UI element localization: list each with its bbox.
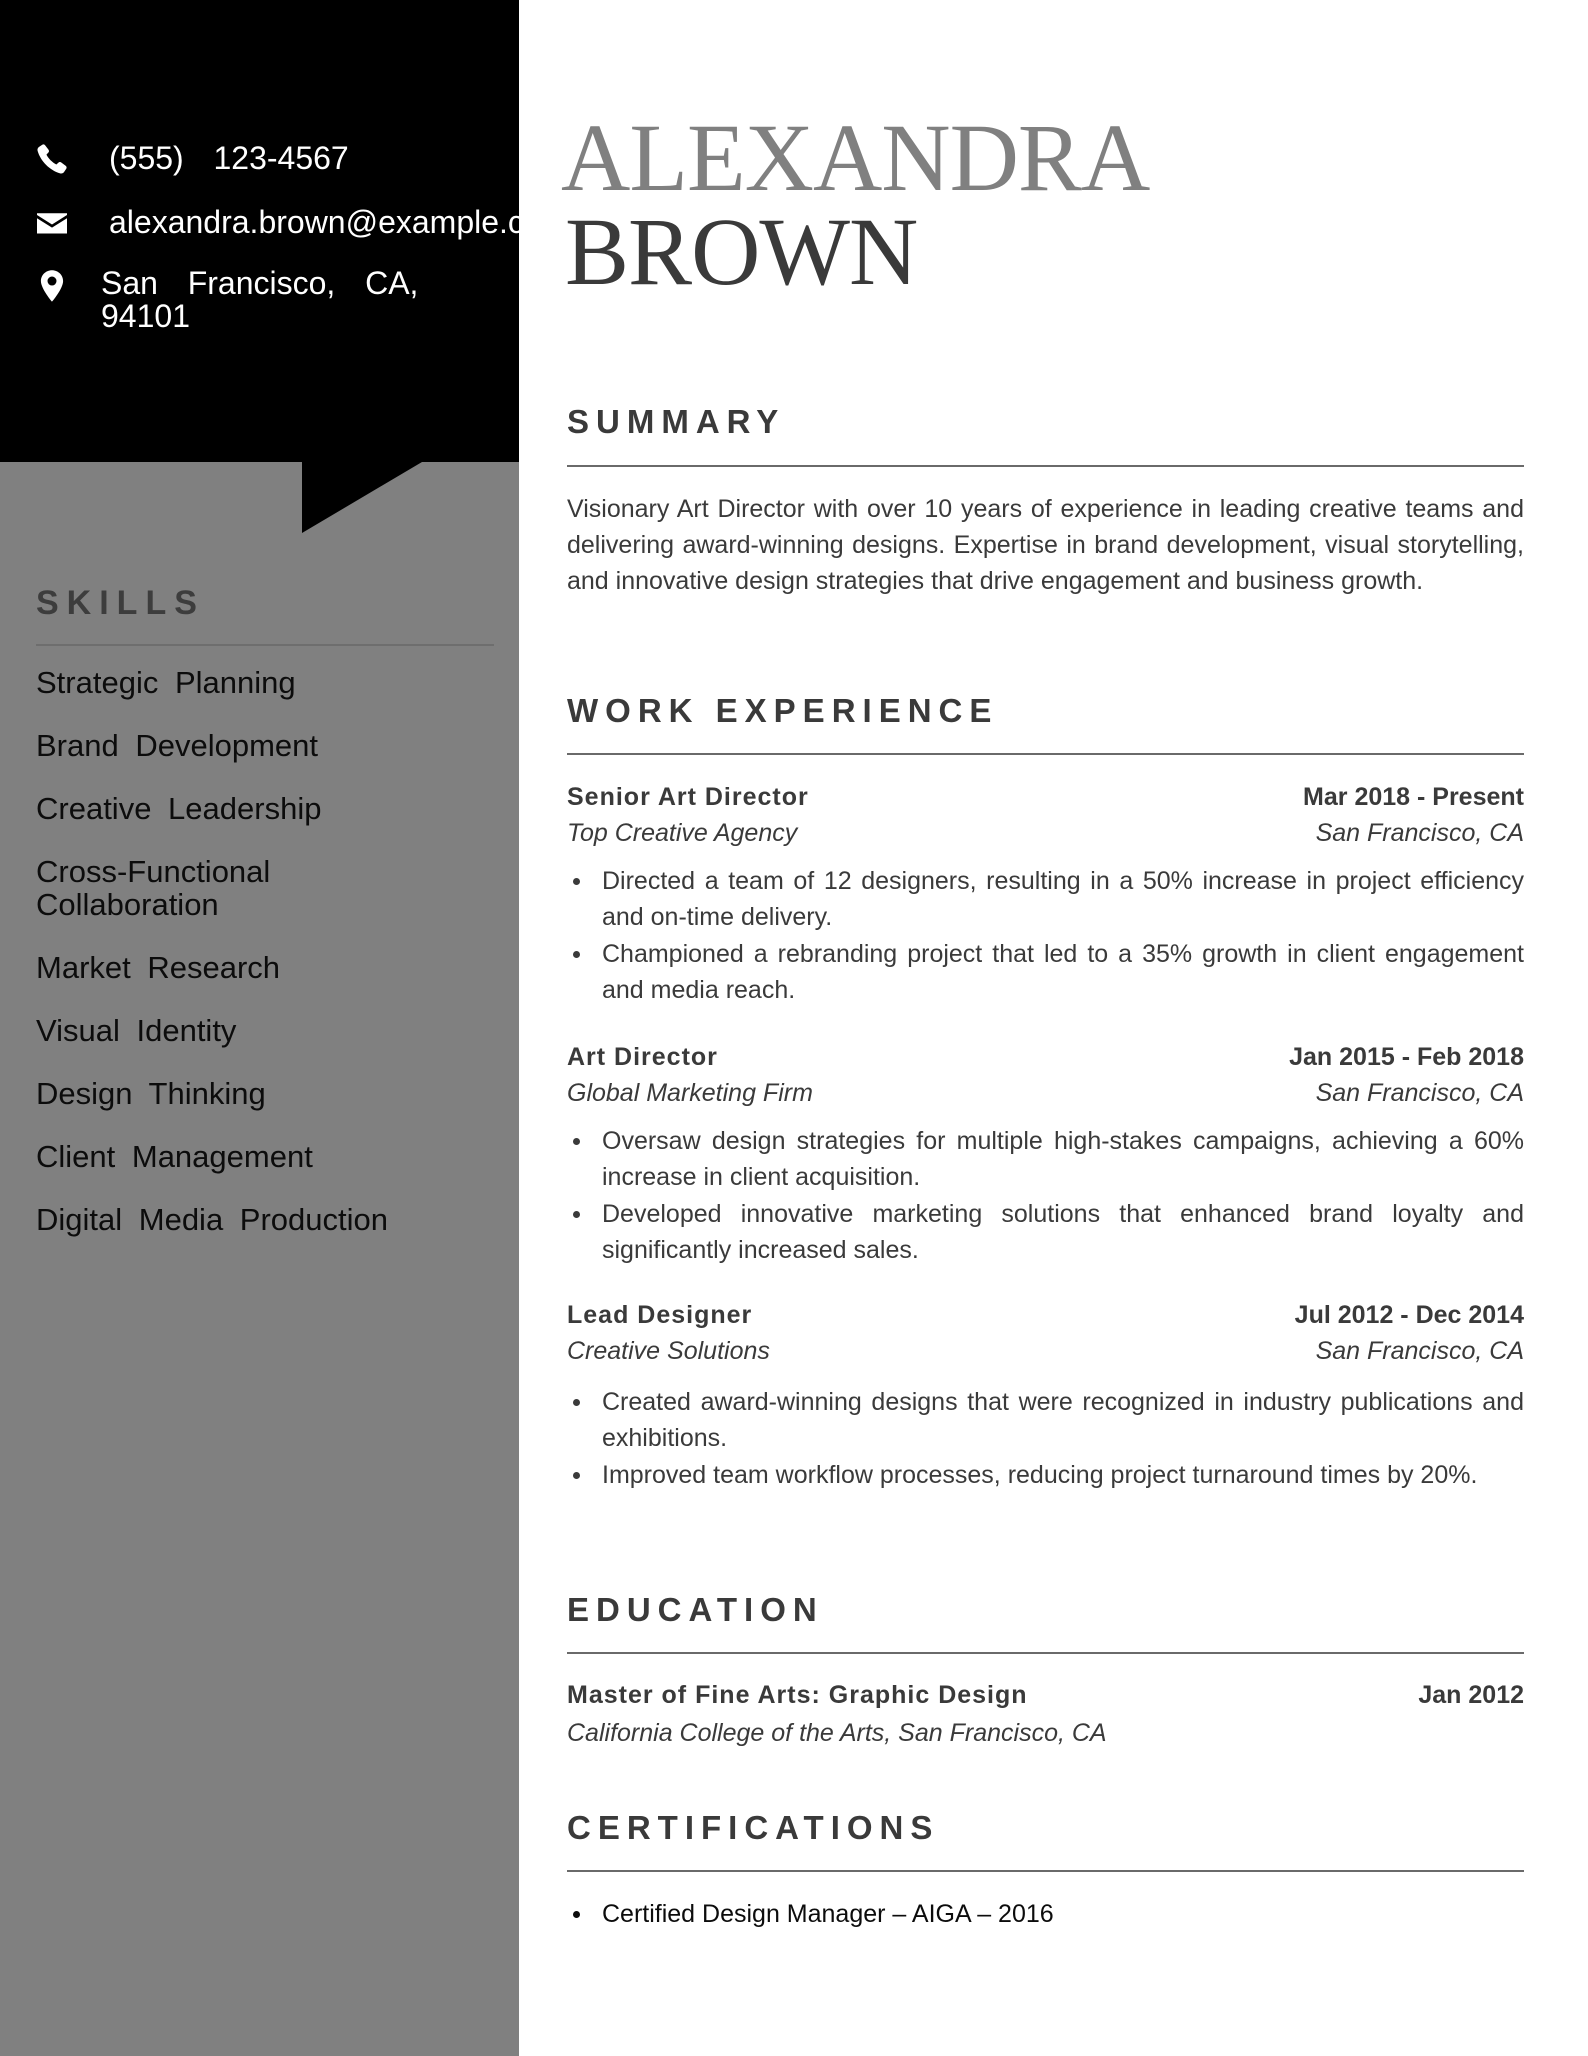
skill-item: Client Management [36,1139,313,1174]
job-bullets [567,863,1524,1009]
summary-divider [567,465,1524,467]
job-dates: Jan 2015 - Feb 2018 [1289,1043,1524,1071]
job-bullets [567,1384,1524,1494]
last-name: BROWN [565,198,918,305]
education-date: Jan 2012 [1418,1681,1524,1709]
certifications-list [567,1896,1524,1933]
certifications-divider [567,1870,1524,1872]
work-experience-divider [567,753,1524,755]
skill-item: Brand Development [36,728,318,763]
envelope-icon [34,205,70,241]
job-title: Lead Designer [567,1301,753,1329]
skills-divider [36,644,494,646]
certifications-heading: CERTIFICATIONS [567,1809,940,1846]
map-pin-icon [34,268,70,304]
job-bullet: Developed innovative marketing solutions that enhanced brand loyalty and significantly increased sales. [567,1196,1524,1268]
skill-item: Visual Identity [36,1013,237,1048]
skill-item: Strategic Planning [36,665,296,700]
skills-heading: SKILLS [36,584,205,622]
summary-text: Visionary Art Director with over 10 years of experience in leading creative teams and delivering award-winning designs. Expertise in brand development, visual storytelling, and innovative design strategies that drive engagement and business growth. [567,495,1524,595]
work-experience-heading: WORK EXPERIENCE [567,692,999,729]
skill-item: Digital Media Production [36,1202,389,1237]
skills-list [36,666,476,1266]
first-name: ALEXANDRA [561,104,1150,211]
job-bullet: Created award-winning designs that were recognized in industry publications and exhibitions. [567,1384,1524,1456]
email-address[interactable]: alexandra.brown@example.com [109,204,569,240]
job-company: Global Marketing Firm [567,1079,813,1107]
location-text: San Francisco, CA, 94101 [101,265,419,334]
job-location: San Francisco, CA [1315,1079,1524,1107]
skill-item: Market Research [36,950,281,985]
job-bullets [567,1123,1524,1269]
certification-item: Certified Design Manager – AIGA – 2016 [567,1896,1524,1932]
education-heading: EDUCATION [567,1591,824,1628]
sidebar [0,0,569,2056]
job-dates: Mar 2018 - Present [1303,783,1524,811]
job-company: Top Creative Agency [567,819,798,847]
job-location: San Francisco, CA [1315,1337,1524,1365]
job-company: Creative Solutions [567,1337,770,1365]
skill-item: Cross-Functional Collaboration [36,854,271,922]
job-title: Art Director [567,1043,718,1071]
summary-heading: SUMMARY [567,403,786,440]
school: California College of the Arts, San Francisco, CA [567,1719,1107,1747]
job-location: San Francisco, CA [1315,819,1524,847]
job-title: Senior Art Director [567,783,809,811]
job-dates: Jul 2012 - Dec 2014 [1294,1301,1524,1329]
job-bullet: Championed a rebranding project that led to a 35% growth in client engagement and media reach. [567,936,1524,1008]
job-bullet: Improved team workflow processes, reducing project turnaround times by 20%. [567,1457,1524,1493]
skill-item: Design Thinking [36,1076,266,1111]
education-entry [567,1680,1524,1710]
phone-number[interactable]: (555) 123-4567 [109,140,349,176]
degree: Master of Fine Arts: Graphic Design [567,1681,1028,1709]
phone-icon [34,141,70,177]
job-bullet: Directed a team of 12 designers, resulting in a 50% increase in project efficiency and on-time delivery. [567,863,1524,935]
job-bullet: Oversaw design strategies for multiple high-stakes campaigns, achieving a 60% increase in client acquisition. [567,1123,1524,1195]
education-divider [567,1652,1524,1654]
skill-item: Creative Leadership [36,791,322,826]
